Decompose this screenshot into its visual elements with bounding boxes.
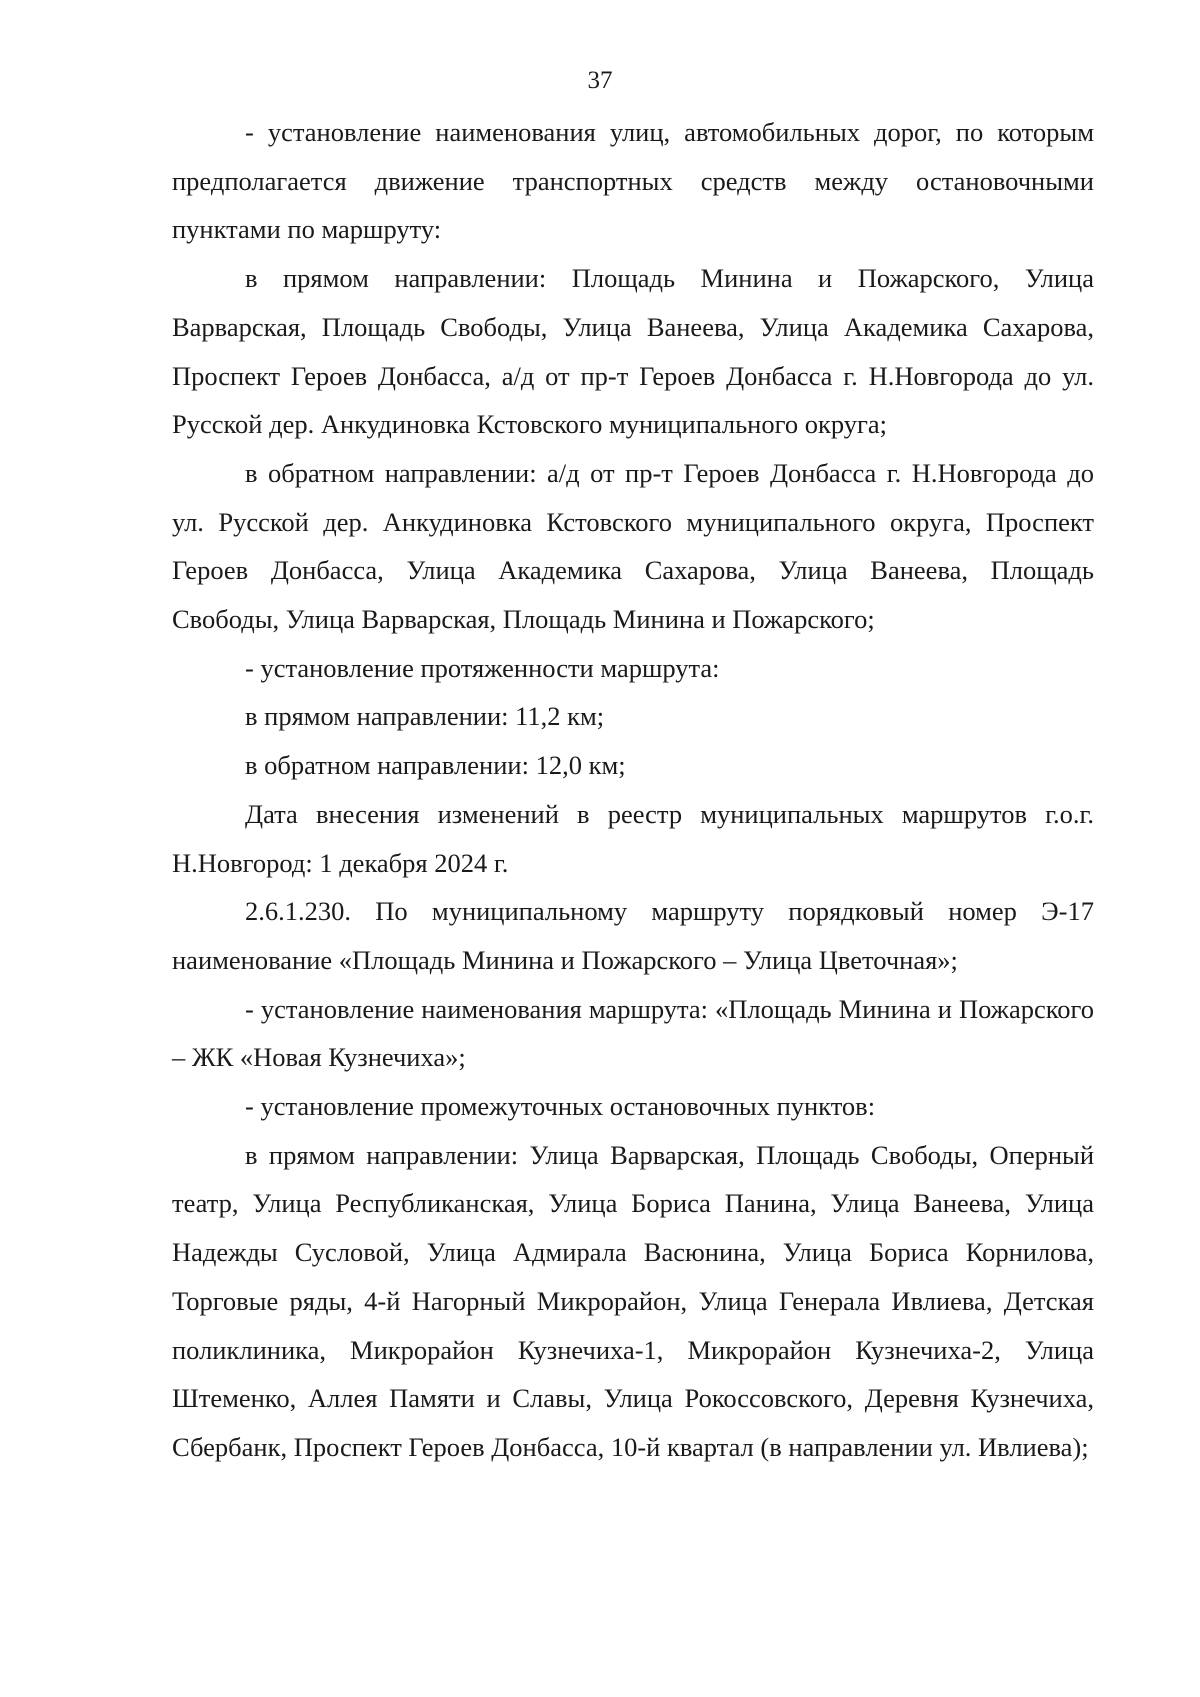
document-body: [172, 108, 1094, 1472]
paragraph-route-length-heading: - установление протяженности маршрута:: [245, 652, 720, 683]
paragraph-reverse-length: в обратном направлении: 12,0 км;: [245, 750, 626, 781]
paragraph-forward-stops: в прямом направлении: Улица Варварская, Площадь Свободы, Оперный театр, Улица Республиканская, Улица Бориса Панина, Улица Ванеева, Улица Надежды Сусловой, Улица Адмирала Васюнина, Улица Бориса Корнилова, Торговые ряды, 4-й Нагорный Микрорайон, Улица Генерала Ивлиева, Детская поликлиника, Микрорайон Кузнечиха-1, Микрорайон Кузнечиха-2, Улица Штеменко, Аллея Памяти и Славы, Улица Рокоссовского, Деревня Кузнечиха, Сбербанк, Проспект Героев Донбасса, 10-й квартал (в направлении ул. Ивлиева);: [172, 1139, 1094, 1462]
paragraph-forward-streets: в прямом направлении: Площадь Минина и Пожарского, Улица Варварская, Площадь Свободы, Улица Ванеева, Улица Академика Сахарова, Проспект Героев Донбасса, а/д от пр-т Героев Донбасса г. Н.Новгорода до ул. Русской дер. Анкудиновка Кстовского муниципального округа;: [172, 263, 1094, 440]
paragraph-forward-length: в прямом направлении: 11,2 км;: [245, 701, 605, 732]
paragraph-route-e17-heading: 2.6.1.230. По муниципальному маршруту порядковый номер Э-17 наименование «Площадь Минина и Пожарского – Улица Цветочная»;: [172, 896, 1094, 975]
paragraph-intermediate-stops-heading: - установление промежуточных остановочных пунктов:: [245, 1091, 876, 1122]
paragraph-registry-date: Дата внесения изменений в реестр муниципальных маршрутов г.о.г. Н.Новгород: 1 декабря 2024 г.: [172, 798, 1094, 878]
page-number: 37: [587, 67, 613, 94]
paragraph-street-names-heading: - установление наименования улиц, автомобильных дорог, по которым предполагается движение транспортных средств между остановочными пунктами по маршруту:: [172, 117, 1094, 245]
paragraph-route-name: - установление наименования маршрута: «Площадь Минина и Пожарского – ЖК «Новая Кузнечиха»;: [172, 993, 1094, 1073]
paragraph-reverse-streets: в обратном направлении: а/д от пр-т Героев Донбасса г. Н.Новгорода до ул. Русской дер. Анкудиновка Кстовского муниципального округа, Проспект Героев Донбасса, Улица Академика Сахарова, Улица Ванеева, Площадь Свободы, Улица Варварская, Площадь Минина и Пожарского;: [172, 457, 1094, 635]
